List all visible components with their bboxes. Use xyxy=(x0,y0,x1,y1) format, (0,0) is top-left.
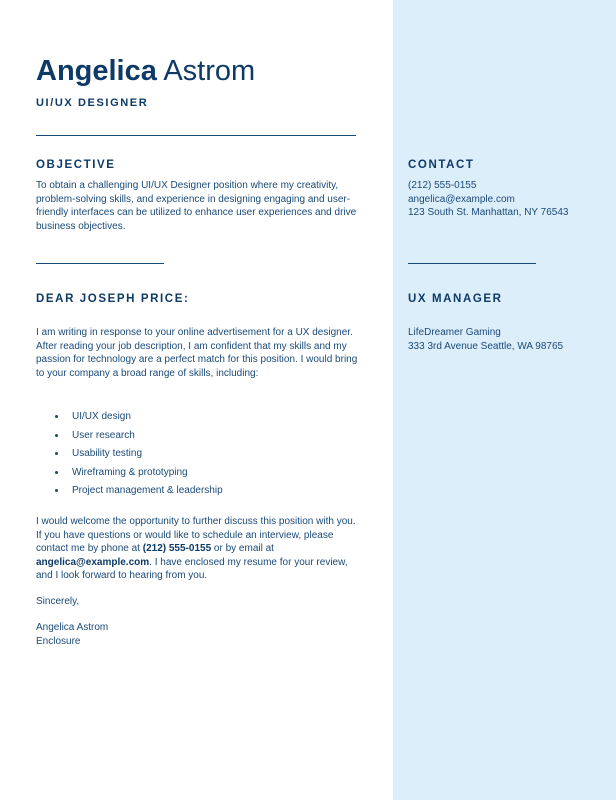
list-item: Wireframing & prototyping xyxy=(36,466,356,485)
job-title: UI/UX DESIGNER xyxy=(36,97,149,109)
objective-heading: OBJECTIVE xyxy=(36,159,116,171)
closing-text-2: or by email at xyxy=(213,543,274,554)
contact-phone: (212) 555-0155 xyxy=(408,180,477,191)
contact-address: 123 South St. Manhattan, NY 76543 xyxy=(408,207,569,218)
recipient-address: 333 3rd Avenue Seattle, WA 98765 xyxy=(408,340,564,352)
right-section-divider xyxy=(408,263,536,264)
list-item: Project management & leadership xyxy=(36,484,356,503)
enclosure-note: Enclosure xyxy=(36,635,81,647)
list-item: Usability testing xyxy=(36,447,356,466)
contact-heading: CONTACT xyxy=(408,159,475,171)
closing-email: angelica@example.com xyxy=(36,556,150,568)
header-divider xyxy=(36,135,356,136)
list-item: User research xyxy=(36,429,356,448)
closing-phone: (212) 555-0155 xyxy=(142,543,212,554)
left-section-divider xyxy=(36,263,164,264)
contact-email: angelica@example.com xyxy=(408,193,515,205)
first-name: Angelica xyxy=(36,55,157,87)
recipient-details xyxy=(408,326,608,353)
closing-text-1: I would welcome the opportunity to further discuss this position with you. If you have questions or would like to schedule an interview, please contact me by phone at xyxy=(36,516,356,554)
contact-details xyxy=(408,179,608,220)
signature-name: Angelica Astrom xyxy=(36,622,109,633)
signature-block xyxy=(36,621,236,648)
closing-text-3: . I have enclosed my resume for your review, and I look forward to hearing from you. xyxy=(36,556,348,581)
recipient-company: LifeDreamer Gaming xyxy=(408,327,501,338)
salutation: DEAR JOSEPH PRICE: xyxy=(36,293,190,305)
letter-intro: I am writing in response to your online advertisement for a UX designer. After reading your job description, I am confident that my skills and my passion for technology are a perfect match for this position. I would bring to your company a broad range of skills, including: xyxy=(36,327,358,379)
applicant-name xyxy=(36,52,255,90)
letter-closing xyxy=(36,515,358,583)
skills-list xyxy=(36,410,356,503)
recipient-heading: UX MANAGER xyxy=(408,293,503,305)
list-item: UI/UX design xyxy=(36,410,356,429)
objective-text: To obtain a challenging UI/UX Designer position where my creativity, problem-solving skills, and experience in designing engaging and user-friendly interfaces can be utilized to enhance user experiences and drive business objectives. xyxy=(36,180,357,232)
last-name: Astrom xyxy=(163,55,256,87)
sidebar-background xyxy=(393,0,616,800)
signoff: Sincerely, xyxy=(36,596,80,607)
